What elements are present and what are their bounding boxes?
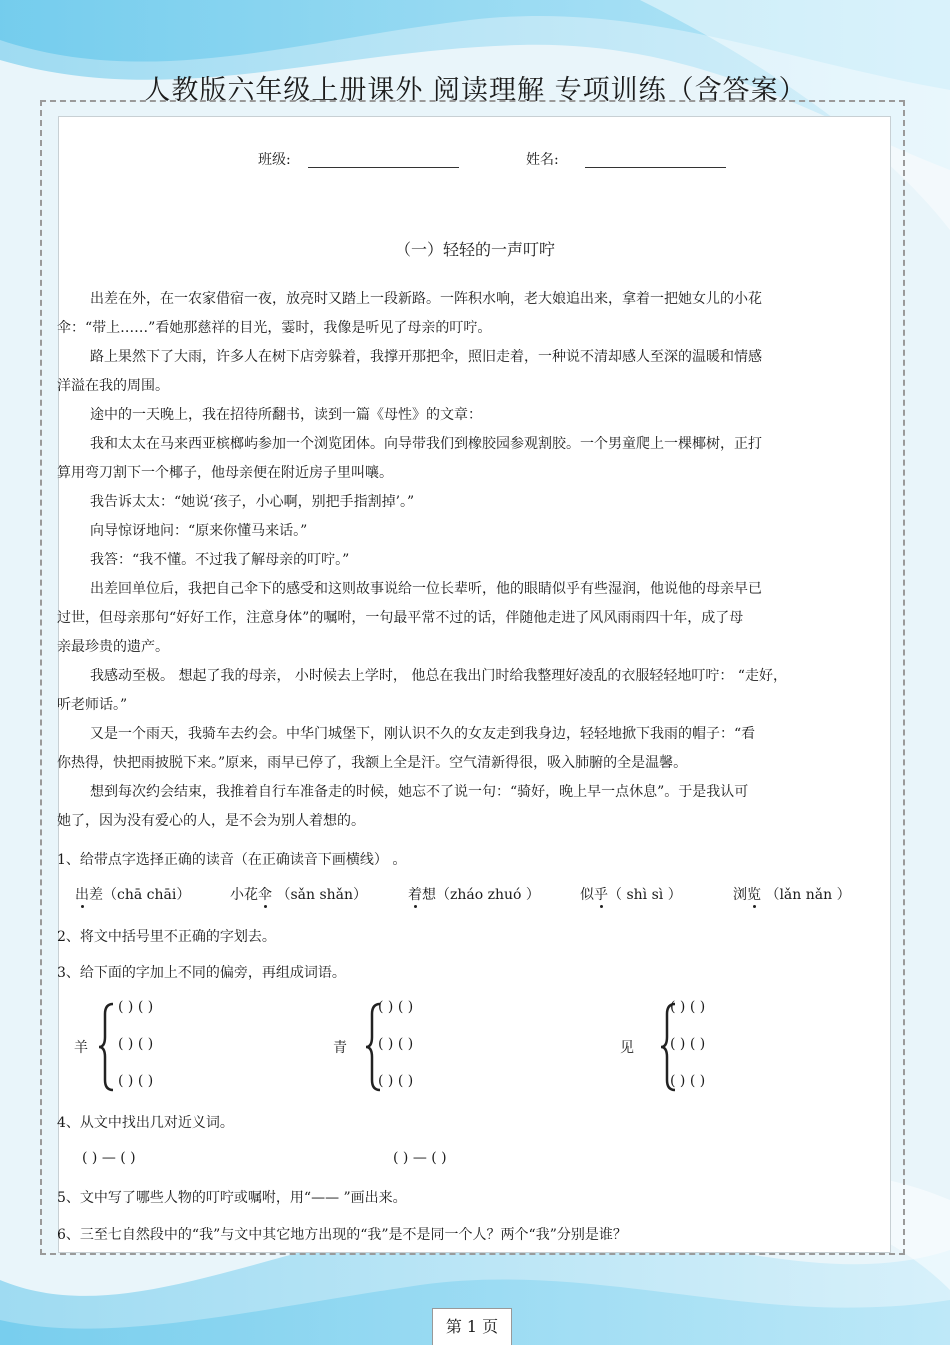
answer-blank[interactable]: ( ) — ( ) (82, 1150, 136, 1166)
passage-line: 路上果然下了大雨，许多人在树下店旁躲着，我撑开那把伞，照旧走着，一种说不清却感人至深的温暖和情感 (90, 349, 762, 365)
brace-icon (98, 1002, 116, 1092)
question-5: 5、文中写了哪些人物的叮咛或嘱咐，用“—— ”画出来。 (57, 1190, 407, 1206)
radical-char: 羊 (74, 1040, 88, 1056)
question-1: 1、给带点字选择正确的读音（在正确读音下画横线） 。 (57, 852, 407, 868)
document-title: 人教版六年级上册课外 阅读理解 专项训练（含答案） (143, 75, 807, 106)
passage-line: 我答：“我不懂。不过我了解母亲的叮咛。” (90, 552, 350, 568)
question-3: 3、给下面的字加上不同的偏旁，再组成词语。 (57, 965, 346, 981)
answer-blank[interactable]: ( ) ( ) (118, 1036, 154, 1052)
pinyin-item[interactable]: 出差（chā chāi） (75, 887, 191, 903)
pinyin-item[interactable]: 浏览 （lǎn nǎn ） (733, 887, 851, 903)
passage-line: 我告诉太太：“她说‘孩子，小心啊，别把手指割掉’。” (90, 494, 415, 510)
answer-blank[interactable]: ( ) ( ) (670, 1073, 706, 1089)
answer-blank[interactable]: ( ) ( ) (118, 999, 154, 1015)
passage-line: 她了，因为没有爱心的人，是不会为别人着想的。 (57, 813, 365, 829)
question-2: 2、将文中括号里不正确的字划去。 (57, 929, 276, 945)
name-field[interactable] (585, 167, 726, 168)
passage-line: 你热得，快把雨披脱下来。”原来，雨早已停了，我额上全是汗。空气清新得很，吸入肺腑的全是温馨。 (57, 755, 688, 771)
answer-blank[interactable]: ( ) ( ) (378, 1036, 414, 1052)
section-title: （一）轻轻的一声叮咛 (394, 240, 555, 259)
passage-line: 伞：“带上……”看她那慈祥的目光，霎时，我像是听见了母亲的叮咛。 (57, 320, 492, 336)
passage-line: 想到每次约会结束，我推着自行车准备走的时候，她忘不了说一句：“骑好，晚上早一点休息”。于是我认可 (90, 784, 749, 800)
answer-blank[interactable]: ( ) ( ) (118, 1073, 154, 1089)
passage-line: 我和太太在马来西亚槟榔屿参加一个浏览团体。向导带我们到橡胶园参观割胶。一个男童爬上一棵椰树，正打 (90, 436, 762, 452)
class-label: 班级: (258, 152, 291, 168)
answer-blank[interactable]: ( ) ( ) (670, 1036, 706, 1052)
name-label: 姓名: (526, 152, 559, 168)
passage-line: 算用弯刀割下一个椰子，他母亲便在附近房子里叫嚷。 (57, 465, 393, 481)
answer-blank[interactable]: ( ) ( ) (378, 999, 414, 1015)
question-6: 6、三至七自然段中的“我”与文中其它地方出现的“我”是不是同一个人？两个“我”分别是谁？ (57, 1227, 627, 1243)
passage (57, 285, 817, 836)
radical-char: 青 (333, 1040, 347, 1056)
question-4: 4、从文中找出几对近义词。 (57, 1115, 234, 1131)
radical-char: 见 (620, 1040, 634, 1056)
passage-line: 亲最珍贵的遗产。 (57, 639, 169, 655)
answer-blank[interactable]: ( ) ( ) (670, 999, 706, 1015)
pinyin-item[interactable]: 着想（zháo zhuó ） (408, 887, 540, 903)
passage-line: 向导惊讶地问：“原来你懂马来话。” (90, 523, 308, 539)
class-field[interactable] (308, 167, 459, 168)
passage-line: 出差在外，在一农家借宿一夜，放亮时又踏上一段新路。一阵积水响，老大娘追出来，拿着一把她女儿的小花 (90, 291, 762, 307)
pinyin-item[interactable]: 小花伞 （sǎn shǎn） (230, 887, 368, 903)
passage-line: 我感动至极。 想起了我的母亲， 小时候去上学时， 他总在我出门时给我整理好凌乱的衣服轻轻地叮咛： “走好， (90, 668, 787, 684)
passage-line: 听老师话。” (57, 697, 128, 713)
page-number: 第 1 页 (432, 1308, 512, 1345)
passage-line: 出差回单位后，我把自己伞下的感受和这则故事说给一位长辈听，他的眼睛似乎有些湿润，他说他的母亲早已 (90, 581, 762, 597)
passage-line: 过世，但母亲那句“好好工作，注意身体”的嘱咐，一句最平常不过的话，伴随他走进了风风雨雨四十年，成了母 (57, 610, 744, 626)
pinyin-item[interactable]: 似乎（ shì sì ） (580, 887, 682, 903)
answer-blank[interactable]: ( ) — ( ) (393, 1150, 447, 1166)
answer-blank[interactable]: ( ) ( ) (378, 1073, 414, 1089)
passage-line: 途中的一天晚上，我在招待所翻书，读到一篇《母性》的文章： (90, 407, 482, 423)
passage-line: 洋溢在我的周围。 (57, 378, 169, 394)
passage-line: 又是一个雨天，我骑车去约会。中华门城堡下，刚认识不久的女友走到我身边，轻轻地掀下我雨的帽子：“看 (90, 726, 756, 742)
